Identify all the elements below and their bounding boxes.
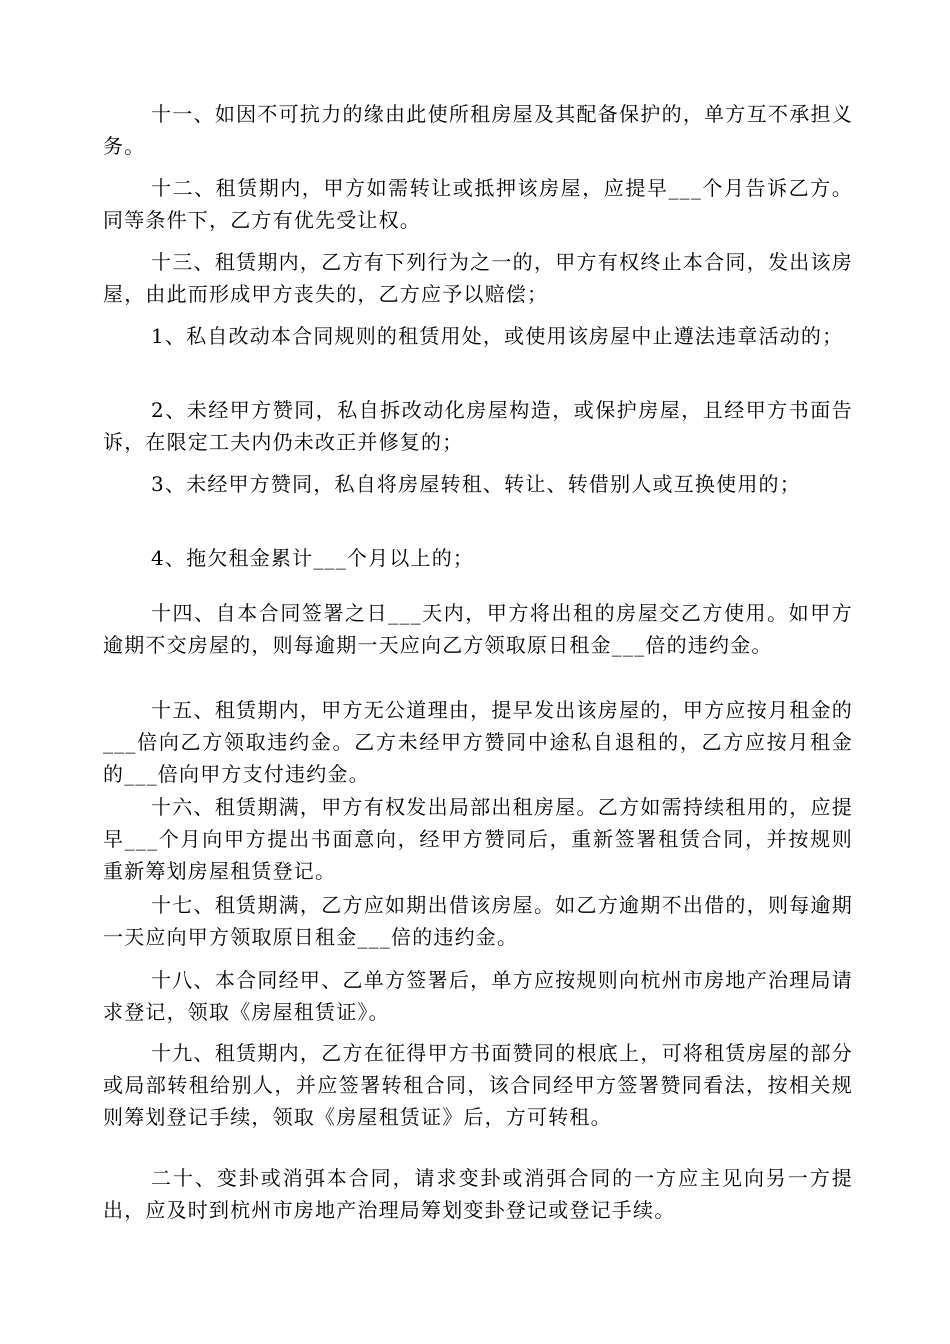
clause-15: 十五、租赁期内，甲方无公道理由，提早发出该房屋的，甲方应按月租金的___倍向乙方领取违约金。乙方未经甲方赞同中途私自退租的，乙方应按月租金的___倍向甲方支付违约金。 bbox=[103, 698, 853, 786]
clause-11: 十一、如因不可抗力的缘由此使所租房屋及其配备保护的，单方互不承担义务。 bbox=[103, 102, 853, 158]
clause-12: 十二、租赁期内，甲方如需转让或抵押该房屋，应提早___个月告诉乙方。同等条件下，乙方有优先受让权。 bbox=[103, 176, 853, 232]
clause-13-item-2: 2、未经甲方赞同，私自拆改动化房屋构造，或保护房屋，且经甲方书面告诉，在限定工夫内仍未改正并修复的； bbox=[103, 398, 853, 454]
clause-14: 十四、自本合同签署之日___天内，甲方将出租的房屋交乙方使用。如甲方逾期不交房屋的，则每逾期一天应向乙方领取原日租金___倍的违约金。 bbox=[103, 601, 853, 657]
clause-13-item-3: 3、未经甲方赞同，私自将房屋转租、转让、转借别人或互换使用的； bbox=[151, 472, 801, 496]
clause-18: 十八、本合同经甲、乙单方签署后，单方应按规则向杭州市房地产治理局请求登记，领取《房屋租赁证》。 bbox=[103, 968, 853, 1024]
clause-20: 二十、变卦或消弭本合同，请求变卦或消弭合同的一方应主见向另一方提出，应及时到杭州市房地产治理局筹划变卦登记或登记手续。 bbox=[103, 1166, 853, 1222]
clause-19: 十九、租赁期内，乙方在征得甲方书面赞同的根底上，可将租赁房屋的部分或局部转租给别人，并应签署转租合同，该合同经甲方签署赞同看法，按相关规则筹划登记手续，领取《房屋租赁证》后，方可转租。 bbox=[103, 1041, 853, 1129]
clause-13: 十三、租赁期内，乙方有下列行为之一的，甲方有权终止本合同，发出该房屋，由此而形成甲方丧失的，乙方应予以赔偿； bbox=[103, 250, 853, 306]
clause-13-item-1: 1、私自改动本合同规则的租赁用处，或使用该房屋中止遵法违章活动的； bbox=[151, 324, 844, 348]
clause-17: 十七、租赁期满，乙方应如期出借该房屋。如乙方逾期不出借的，则每逾期一天应向甲方领取原日租金___倍的违约金。 bbox=[103, 893, 853, 949]
clause-16: 十六、租赁期满，甲方有权发出局部出租房屋。乙方如需持续租用的，应提早___个月向甲方提出书面意向，经甲方赞同后，重新签署租赁合同，并按规则重新筹划房屋租赁登记。 bbox=[103, 795, 853, 883]
clause-13-item-4: 4、拖欠租金累计___个月以上的； bbox=[151, 546, 475, 570]
